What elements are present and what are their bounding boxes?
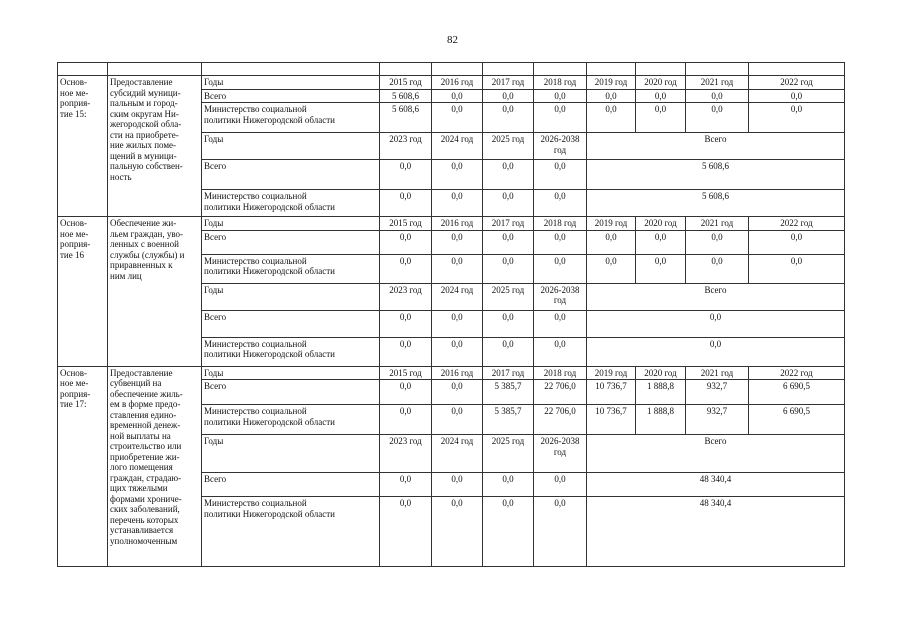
activity-description-line: субвенций на: [110, 378, 162, 388]
activity-description-line: субсидий муници-: [110, 87, 181, 98]
total-value: 0,0: [483, 230, 534, 254]
activity-description-line: жегородской обла-: [110, 119, 182, 129]
activity-description-line: щих тяжелыми: [110, 483, 168, 493]
blank-cell: [587, 63, 636, 76]
ministry-value: 0,0: [483, 254, 534, 283]
year-header: 2018 год: [534, 217, 587, 231]
row-label-ministry: [202, 254, 380, 283]
total-value: 0,0: [587, 89, 636, 103]
activity-description-line: ной выплаты на: [110, 430, 171, 441]
ministry-value: 0,0: [749, 254, 845, 283]
blank-cell: [686, 63, 749, 76]
year-header: 2021 год: [686, 76, 749, 90]
activity-code: [58, 366, 108, 567]
year-header: 2023 год: [380, 133, 432, 160]
year-header: 2022 год: [749, 366, 845, 380]
activity-description-line: уполномоченным: [110, 535, 178, 546]
year-header: 2022 год: [749, 76, 845, 90]
row-label-years: Годы: [202, 217, 380, 231]
row-label-total: Всего: [202, 310, 380, 337]
year-header: 2015 год: [380, 76, 432, 90]
activity-description-line: устанавливается: [110, 525, 174, 535]
activity-description-line: пальную собствен-: [110, 161, 183, 171]
ministry-value: 0,0: [483, 497, 534, 567]
total-value: 0,0: [432, 89, 483, 103]
ministry-value: 5 608,6: [380, 103, 432, 133]
ministry-label-line: Министерство социальной: [204, 498, 307, 508]
year-header: 2026-2038 год: [534, 133, 587, 160]
year-header: 2018 год: [534, 366, 587, 380]
ministry-value: 0,0: [534, 103, 587, 133]
total-value: 0,0: [749, 230, 845, 254]
total-header: Всего: [587, 435, 845, 473]
activity-description: [108, 366, 202, 567]
total-value: 0,0: [636, 230, 686, 254]
year-header: 2015 год: [380, 217, 432, 231]
year-header: 2017 год: [483, 76, 534, 90]
ministry-value: 0,0: [432, 190, 483, 217]
activity-description-line: ленных с военной: [110, 239, 179, 249]
year-header: 2022 год: [749, 217, 845, 231]
activity-description-line: Обеспечение жи-: [110, 218, 177, 228]
activity-description-line: приобретение жи-: [110, 451, 180, 462]
activity-description-line: формами хрониче-: [110, 493, 182, 504]
total-value: 0,0: [380, 380, 432, 405]
total-sum: 48 340,4: [587, 473, 845, 497]
total-value: 6 690,5: [749, 380, 845, 405]
row-label-years: Годы: [202, 366, 380, 380]
total-value: 0,0: [686, 230, 749, 254]
ministry-value: 0,0: [432, 337, 483, 366]
total-value: 932,7: [686, 380, 749, 405]
blank-cell: [202, 63, 380, 76]
row-label-years: Годы: [202, 133, 380, 160]
activity-description-line: щений в муници-: [110, 150, 177, 161]
activity-description-line: перечень которых: [110, 514, 179, 525]
total-value: 0,0: [483, 473, 534, 497]
total-sum: 0,0: [587, 310, 845, 337]
year-header: 2026-2038 год: [534, 283, 587, 310]
row-label-years: Годы: [202, 76, 380, 90]
ministry-value: 0,0: [534, 497, 587, 567]
ministry-value: 22 706,0: [534, 405, 587, 435]
ministry-value: 0,0: [380, 337, 432, 366]
activity-code-line: роприя-: [60, 388, 91, 399]
row-label-total: Всего: [202, 160, 380, 190]
years-row: [58, 366, 845, 380]
activity-code-line: тие 16: [60, 249, 84, 260]
ministry-label-line: политики Нижегородской области: [204, 349, 335, 359]
activity-description-line: ние жилых поме-: [110, 140, 177, 150]
activity-description-line: строительство или: [110, 441, 182, 451]
blank-cell: [432, 63, 483, 76]
ministry-label-line: Министерство социальной: [204, 338, 307, 349]
ministry-value: 0,0: [483, 190, 534, 217]
year-header: 2018 год: [534, 76, 587, 90]
year-header: 2024 год: [432, 283, 483, 310]
activity-description-line: сти на приобрете-: [110, 129, 179, 140]
ministry-label-line: политики Нижегородской области: [204, 114, 335, 125]
blank-cell: [380, 63, 432, 76]
year-header: 2024 год: [432, 435, 483, 473]
row-label-total: Всего: [202, 380, 380, 405]
ministry-value: 0,0: [534, 190, 587, 217]
ministry-sum: 0,0: [587, 337, 845, 366]
total-value: 10 736,7: [587, 380, 636, 405]
activity-code: [58, 76, 108, 217]
ministry-sum: 48 340,4: [587, 497, 845, 567]
year-header: 2016 год: [432, 76, 483, 90]
total-value: 0,0: [587, 230, 636, 254]
total-value: 0,0: [380, 160, 432, 190]
total-value: 22 706,0: [534, 380, 587, 405]
row-label-ministry: [202, 497, 380, 567]
year-header: 2026-2038 год: [534, 435, 587, 473]
year-header: 2019 год: [587, 76, 636, 90]
activity-code-line: ное ме-: [60, 228, 89, 239]
year-header: 2021 год: [686, 217, 749, 231]
activity-code-line: Основ-: [60, 218, 88, 228]
ministry-value: 0,0: [380, 190, 432, 217]
ministry-value: 0,0: [432, 103, 483, 133]
row-label-ministry: [202, 190, 380, 217]
activity-code: [58, 217, 108, 367]
total-value: 0,0: [432, 160, 483, 190]
ministry-value: 0,0: [534, 337, 587, 366]
activity-code-line: Основ-: [60, 367, 88, 378]
year-header: 2021 год: [686, 366, 749, 380]
year-header: 2025 год: [483, 283, 534, 310]
year-header: 2020 год: [636, 217, 686, 231]
activity-description-line: временной денеж-: [110, 420, 181, 430]
activity-description-line: ность: [110, 171, 132, 182]
ministry-value: 0,0: [483, 103, 534, 133]
year-header: 2020 год: [636, 366, 686, 380]
total-value: 5 608,6: [380, 89, 432, 103]
year-header: 2017 год: [483, 217, 534, 231]
year-header: 2025 год: [483, 133, 534, 160]
year-header: 2019 год: [587, 217, 636, 231]
activity-code-line: ное ме-: [60, 378, 89, 388]
ministry-label-line: политики Нижегородской области: [204, 508, 335, 519]
total-header: Всего: [587, 133, 845, 160]
total-value: 0,0: [534, 310, 587, 337]
budget-table: [57, 62, 845, 567]
year-header: 2024 год: [432, 133, 483, 160]
row-label-ministry: [202, 405, 380, 435]
ministry-value: 0,0: [587, 254, 636, 283]
activity-description-line: ских заболеваний,: [110, 504, 180, 514]
ministry-value: 5 385,7: [483, 405, 534, 435]
year-header: 2019 год: [587, 366, 636, 380]
years-row: [58, 217, 845, 231]
activity-code-line: Основ-: [60, 77, 88, 87]
ministry-value: 0,0: [432, 405, 483, 435]
activity-description-line: льем граждан, уво-: [110, 228, 184, 239]
activity-code-line: роприя-: [60, 98, 91, 108]
years-row: [58, 76, 845, 90]
activity-description-line: ним лиц: [110, 270, 142, 281]
activity-description-line: Предоставление: [110, 77, 173, 87]
activity-description: [108, 76, 202, 217]
row-label-total: Всего: [202, 230, 380, 254]
ministry-sum: 5 608,6: [587, 190, 845, 217]
total-value: 0,0: [534, 473, 587, 497]
total-value: 0,0: [380, 473, 432, 497]
blank-cell: [58, 63, 108, 76]
ministry-value: 10 736,7: [587, 405, 636, 435]
page-number: 82: [447, 34, 458, 46]
total-value: 0,0: [483, 310, 534, 337]
ministry-label-line: Министерство социальной: [204, 406, 307, 416]
year-header: 2017 год: [483, 366, 534, 380]
activity-description-line: ем в форме предо-: [110, 399, 181, 409]
row-label-years: Годы: [202, 435, 380, 473]
activity-description: [108, 217, 202, 367]
row-label-ministry: [202, 337, 380, 366]
ministry-value: 0,0: [380, 405, 432, 435]
ministry-value: 0,0: [686, 254, 749, 283]
ministry-value: 0,0: [587, 103, 636, 133]
row-label-years: Годы: [202, 283, 380, 310]
ministry-value: 0,0: [749, 103, 845, 133]
ministry-label-line: Министерство социальной: [204, 104, 307, 114]
total-value: 0,0: [534, 230, 587, 254]
year-header: 2023 год: [380, 435, 432, 473]
ministry-value: 0,0: [380, 497, 432, 567]
total-value: 1 888,8: [636, 380, 686, 405]
ministry-value: 0,0: [432, 497, 483, 567]
activity-description-line: граждан, страдаю-: [110, 472, 182, 483]
year-header: 2016 год: [432, 217, 483, 231]
year-header: 2020 год: [636, 76, 686, 90]
ministry-label-line: политики Нижегородской области: [204, 201, 335, 212]
total-header: Всего: [587, 283, 845, 310]
total-value: 0,0: [534, 160, 587, 190]
total-value: 0,0: [636, 89, 686, 103]
total-value: 5 385,7: [483, 380, 534, 405]
activity-code-line: ное ме-: [60, 87, 89, 98]
total-value: 0,0: [432, 473, 483, 497]
ministry-value: 0,0: [483, 337, 534, 366]
ministry-value: 932,7: [686, 405, 749, 435]
activity-description-line: пальным и город-: [110, 98, 178, 108]
total-value: 0,0: [380, 310, 432, 337]
ministry-value: 0,0: [380, 254, 432, 283]
ministry-value: 0,0: [686, 103, 749, 133]
row-label-total: Всего: [202, 89, 380, 103]
total-value: 0,0: [432, 230, 483, 254]
ministry-value: 6 690,5: [749, 405, 845, 435]
activity-code-line: тие 17:: [60, 399, 87, 409]
activity-code-line: роприя-: [60, 239, 91, 249]
header-spacer-row: [58, 63, 845, 76]
blank-cell: [749, 63, 845, 76]
activity-description-line: ским округам Ни-: [110, 108, 179, 119]
year-header: 2015 год: [380, 366, 432, 380]
year-header: 2023 год: [380, 283, 432, 310]
ministry-value: 0,0: [534, 254, 587, 283]
activity-code-line: тие 15:: [60, 108, 87, 119]
blank-cell: [534, 63, 587, 76]
activity-description-line: обеспечение жиль-: [110, 388, 183, 399]
ministry-value: 0,0: [636, 103, 686, 133]
ministry-label-line: политики Нижегородской области: [204, 416, 335, 427]
total-value: 0,0: [432, 310, 483, 337]
ministry-value: 0,0: [636, 254, 686, 283]
total-value: 0,0: [483, 89, 534, 103]
row-label-total: Всего: [202, 473, 380, 497]
blank-cell: [636, 63, 686, 76]
ministry-value: 0,0: [432, 254, 483, 283]
year-header: 2016 год: [432, 366, 483, 380]
ministry-label-line: Министерство социальной: [204, 255, 307, 266]
total-value: 0,0: [686, 89, 749, 103]
total-value: 0,0: [483, 160, 534, 190]
activity-description-line: ставления едино-: [110, 409, 177, 420]
blank-cell: [108, 63, 202, 76]
ministry-label-line: политики Нижегородской области: [204, 266, 335, 276]
total-value: 0,0: [432, 380, 483, 405]
total-value: 0,0: [534, 89, 587, 103]
ministry-value: 1 888,8: [636, 405, 686, 435]
year-header: 2025 год: [483, 435, 534, 473]
total-sum: 5 608,6: [587, 160, 845, 190]
total-value: 0,0: [749, 89, 845, 103]
total-value: 0,0: [380, 230, 432, 254]
ministry-label-line: Министерство социальной: [204, 191, 307, 201]
blank-cell: [483, 63, 534, 76]
activity-description-line: лого помещения: [110, 462, 173, 472]
row-label-ministry: [202, 103, 380, 133]
activity-description-line: Предоставление: [110, 367, 173, 378]
activity-description-line: службы (службы) и: [110, 249, 185, 260]
activity-description-line: приравненных к: [110, 260, 173, 270]
